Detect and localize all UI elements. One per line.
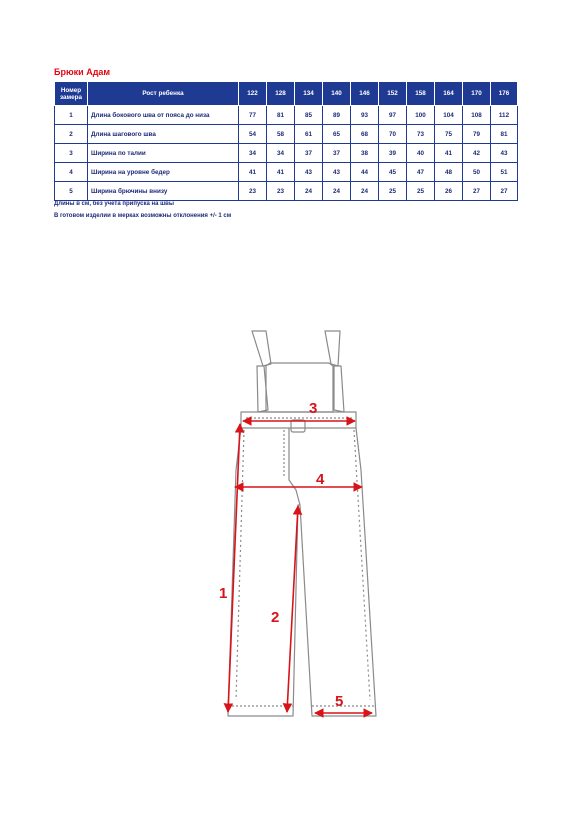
value-cell: 47 xyxy=(407,163,435,182)
value-cell: 45 xyxy=(379,163,407,182)
value-cell: 24 xyxy=(295,182,323,201)
value-cell: 112 xyxy=(491,106,518,125)
value-cell: 85 xyxy=(295,106,323,125)
measure-1-label: 1 xyxy=(219,585,228,602)
size-header: 134 xyxy=(295,82,323,106)
value-cell: 23 xyxy=(239,182,267,201)
trousers-outline xyxy=(228,331,376,716)
value-cell: 38 xyxy=(351,144,379,163)
value-cell: 97 xyxy=(379,106,407,125)
value-cell: 27 xyxy=(491,182,518,201)
size-header: 158 xyxy=(407,82,435,106)
measure-label-cell: Ширина брючины внизу xyxy=(88,182,239,201)
fly xyxy=(289,428,300,505)
value-cell: 43 xyxy=(295,163,323,182)
value-cell: 44 xyxy=(351,163,379,182)
value-cell: 27 xyxy=(463,182,491,201)
note-tolerance: В готовом изделии в мерках возможны отклонения +/- 1 см xyxy=(54,213,232,219)
value-cell: 42 xyxy=(463,144,491,163)
value-cell: 104 xyxy=(435,106,463,125)
value-cell: 100 xyxy=(407,106,435,125)
trousers-body xyxy=(228,428,376,716)
measure-2-label: 2 xyxy=(271,609,280,626)
measure-label-cell: Ширина на уровне бедер xyxy=(88,163,239,182)
measure-4-label: 4 xyxy=(316,471,325,488)
measure-3-label: 3 xyxy=(309,400,318,417)
size-header: 146 xyxy=(351,82,379,106)
measure-number-cell: 5 xyxy=(55,182,88,201)
right-strap xyxy=(325,331,344,412)
value-cell: 43 xyxy=(491,144,518,163)
value-cell: 41 xyxy=(239,163,267,182)
value-cell: 77 xyxy=(239,106,267,125)
left-strap xyxy=(252,331,271,412)
page-title: Брюки Адам xyxy=(54,67,111,77)
value-cell: 43 xyxy=(323,163,351,182)
value-cell: 79 xyxy=(463,125,491,144)
note-units: Длины в см, без учета припуска на швы xyxy=(54,201,174,207)
value-cell: 34 xyxy=(267,144,295,163)
value-cell: 25 xyxy=(379,182,407,201)
value-cell: 24 xyxy=(351,182,379,201)
measure-2-line xyxy=(287,506,298,712)
size-header: 164 xyxy=(435,82,463,106)
measure-1-line xyxy=(228,424,240,712)
measure-label-cell: Длина шагового шва xyxy=(88,125,239,144)
header-measure-number: Номер замера xyxy=(55,82,88,106)
value-cell: 73 xyxy=(407,125,435,144)
value-cell: 51 xyxy=(491,163,518,182)
value-cell: 65 xyxy=(323,125,351,144)
size-header: 170 xyxy=(463,82,491,106)
value-cell: 93 xyxy=(351,106,379,125)
value-cell: 37 xyxy=(323,144,351,163)
value-cell: 68 xyxy=(351,125,379,144)
value-cell: 70 xyxy=(379,125,407,144)
value-cell: 58 xyxy=(267,125,295,144)
measure-label-cell: Ширина по талии xyxy=(88,144,239,163)
bib xyxy=(266,363,333,412)
value-cell: 61 xyxy=(295,125,323,144)
value-cell: 89 xyxy=(323,106,351,125)
value-cell: 48 xyxy=(435,163,463,182)
measure-number-cell: 1 xyxy=(55,106,88,125)
value-cell: 81 xyxy=(267,106,295,125)
size-header: 128 xyxy=(267,82,295,106)
measurement-labels xyxy=(219,400,343,710)
measure-number-cell: 3 xyxy=(55,144,88,163)
value-cell: 26 xyxy=(435,182,463,201)
value-cell: 39 xyxy=(379,144,407,163)
measurement-lines xyxy=(228,421,372,713)
value-cell: 54 xyxy=(239,125,267,144)
value-cell: 81 xyxy=(491,125,518,144)
measure-label-cell: Длина бокового шва от пояса до низа xyxy=(88,106,239,125)
value-cell: 25 xyxy=(407,182,435,201)
value-cell: 41 xyxy=(435,144,463,163)
value-cell: 34 xyxy=(239,144,267,163)
value-cell: 23 xyxy=(267,182,295,201)
value-cell: 41 xyxy=(267,163,295,182)
measure-number-cell: 2 xyxy=(55,125,88,144)
size-header: 176 xyxy=(491,82,518,106)
measure-number-cell: 4 xyxy=(55,163,88,182)
value-cell: 108 xyxy=(463,106,491,125)
value-cell: 24 xyxy=(323,182,351,201)
size-header: 122 xyxy=(239,82,267,106)
value-cell: 50 xyxy=(463,163,491,182)
size-header: 140 xyxy=(323,82,351,106)
value-cell: 37 xyxy=(295,144,323,163)
measure-5-label: 5 xyxy=(335,693,344,710)
header-child-height: Рост ребенка xyxy=(88,82,239,106)
size-header: 152 xyxy=(379,82,407,106)
value-cell: 40 xyxy=(407,144,435,163)
value-cell: 75 xyxy=(435,125,463,144)
